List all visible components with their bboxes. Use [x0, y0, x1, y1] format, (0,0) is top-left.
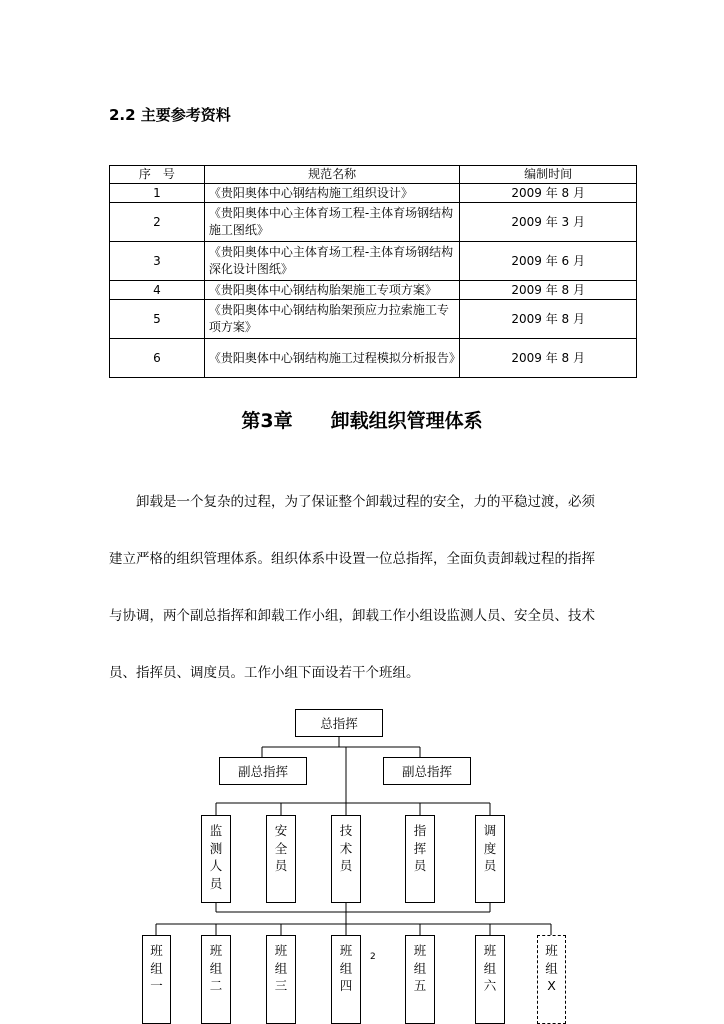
- row-name: 《贵阳奥体中心钢结构胎架施工专项方案》: [204, 281, 459, 300]
- row-name: 《贵阳奥体中心钢结构施工过程模拟分析报告》: [204, 339, 459, 378]
- org-box-team: 班 组 二: [201, 935, 231, 1024]
- paragraph-line: 与协调，两个副总指挥和卸载工作小组，卸载工作小组设监测人员、安全员、技术: [109, 608, 595, 624]
- header-date: 编制时间: [460, 166, 637, 184]
- header-no: 序 号: [110, 166, 205, 184]
- row-date: 2009 年 8 月: [460, 339, 637, 378]
- paragraph-line: 建立严格的组织管理体系。组织体系中设置一位总指挥，全面负责卸载过程的指挥: [109, 551, 595, 567]
- org-box-role: 技 术 员: [331, 815, 361, 903]
- row-no: 1: [110, 184, 205, 203]
- header-name: 规范名称: [204, 166, 459, 184]
- row-name: 《贵阳奥体中心钢结构胎架预应力拉索施工专项方案》: [204, 300, 459, 339]
- org-box-team: 班 组 四: [331, 935, 361, 1024]
- org-box-commander: 总指挥: [295, 709, 383, 737]
- row-no: 5: [110, 300, 205, 339]
- row-no: 3: [110, 242, 205, 281]
- org-box-team: 班 组 一: [142, 935, 171, 1024]
- org-box-team: 班 组 五: [405, 935, 435, 1024]
- page-number: 2: [370, 952, 376, 962]
- row-no: 4: [110, 281, 205, 300]
- row-name: 《贵阳奥体中心钢结构施工组织设计》: [204, 184, 459, 203]
- org-box-team: 班 组 六: [475, 935, 505, 1024]
- row-name: 《贵阳奥体中心主体育场工程-主体育场钢结构施工图纸》: [204, 203, 459, 242]
- row-name: 《贵阳奥体中心主体育场工程-主体育场钢结构深化设计图纸》: [204, 242, 459, 281]
- section-title: 2.2 主要参考资料: [109, 106, 231, 124]
- org-box-role: 监 测 人 员: [201, 815, 231, 903]
- org-box-deputy: 副总指挥: [219, 757, 307, 785]
- row-date: 2009 年 8 月: [460, 184, 637, 203]
- org-box-role: 调 度 员: [475, 815, 505, 903]
- row-no: 6: [110, 339, 205, 378]
- row-date: 2009 年 3 月: [460, 203, 637, 242]
- row-no: 2: [110, 203, 205, 242]
- org-box-deputy: 副总指挥: [383, 757, 471, 785]
- row-date: 2009 年 8 月: [460, 281, 637, 300]
- chapter-title: 第3章 卸载组织管理体系: [241, 410, 483, 432]
- row-date: 2009 年 8 月: [460, 300, 637, 339]
- org-box-team: 班 组 X: [537, 935, 566, 1024]
- org-box-team: 班 组 三: [266, 935, 296, 1024]
- row-date: 2009 年 6 月: [460, 242, 637, 281]
- paragraph-line: 卸载是一个复杂的过程，为了保证整个卸载过程的安全，力的平稳过渡，必须: [136, 494, 595, 510]
- org-box-role: 指 挥 员: [405, 815, 435, 903]
- paragraph-line: 员、指挥员、调度员。工作小组下面设若干个班组。: [109, 665, 420, 681]
- org-box-role: 安 全 员: [266, 815, 296, 903]
